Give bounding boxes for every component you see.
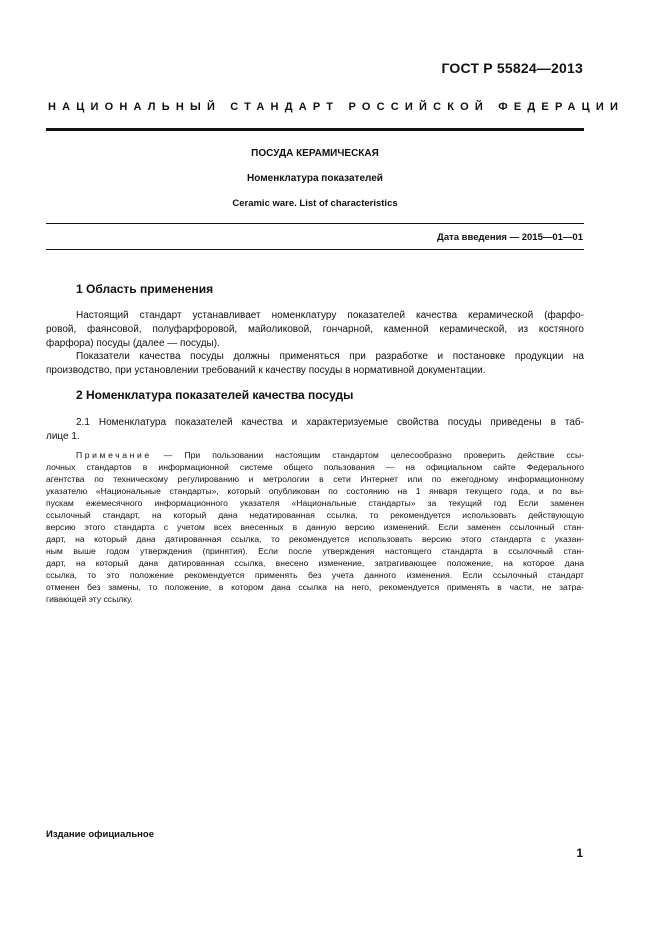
section-1-heading: 1 Область применения (76, 282, 214, 296)
note-line: версию этого стандарта с учетом всех внесенных в данную версию изменений. Если заменен ссылочный стан- (46, 522, 584, 532)
section-2-heading: 2 Номенклатура показателей качества посуды (76, 388, 354, 402)
standard-subtitle: Номенклатура показателей (247, 173, 383, 184)
note-first-text: — При пользовании настоящим стандартом целесообразно проверить действие ссы- (151, 450, 584, 460)
text-line: Показатели качества посуды должны применяться при разработке и постановке продукции на (76, 351, 584, 362)
text-line: 2.1 Номенклатура показателей качества и характеризуемые свойства посуды приведены в таб- (76, 417, 584, 428)
note-line: пускам ежемесячного информационного указателя «Национальные стандарты» за текущий год Если заменен (46, 498, 584, 508)
note-line: ссылка, то это положение рекомендуется применять без учета данного изменения. Если ссылочный стандарт (46, 570, 584, 580)
document-number: ГОСТ Р 55824—2013 (441, 60, 583, 76)
note-line: ным выше годом утверждения (принятия). Если после утверждения настоящего стандарта в ссылочный стан- (46, 546, 584, 556)
section-1-paragraph-1 (46, 309, 584, 351)
national-standard-banner: НАЦИОНАЛЬНЫЙ СТАНДАРТ РОССИЙСКОЙ ФЕДЕРАЦИИ (48, 101, 625, 113)
header-divider (46, 128, 584, 131)
standard-title: ПОСУДА КЕРАМИЧЕСКАЯ (251, 148, 379, 159)
title-divider-bottom (46, 249, 584, 250)
note-line: отменен без замены, то положение, в котором дана ссылка на него, рекомендуется применять в части, не затра- (46, 582, 584, 592)
introduction-date: Дата введения — 2015—01—01 (437, 232, 583, 243)
note-label: Примечание (76, 450, 152, 460)
official-edition-label: Издание официальное (46, 829, 154, 840)
page-number: 1 (576, 846, 583, 860)
section-2-paragraph-1 (46, 416, 584, 444)
text-line: лице 1. (46, 431, 80, 442)
note-line: дарт, на который дана датированная ссылка, то рекомендуется использовать версию этого стандарта с указан- (46, 534, 584, 544)
title-divider-top (46, 223, 584, 224)
text-line: ровой, фаянсовой, полуфарфоровой, майоликовой, гончарной, каменной керамической, из костяного (46, 324, 584, 335)
note-line: дарт, на который дана датированная ссылка, внесено изменение, затрагивающее положение, на которое дана (46, 558, 584, 568)
text-line: Настоящий стандарт устанавливает номенклатуру показателей качества керамической (фарфо- (76, 310, 584, 321)
section-1-paragraph-2 (46, 350, 584, 378)
reference-note (46, 449, 584, 605)
standard-english-title: Ceramic ware. List of characteristics (232, 198, 398, 209)
note-line: указателю «Национальные стандарты», который опубликован по состоянию на 1 января текущего года, и по вы- (46, 486, 584, 496)
note-line: гивающей эту ссылку. (46, 594, 133, 604)
text-line: фарфора) посуды (далее — посуды). (46, 338, 220, 349)
note-line: ссылочный стандарт, на который дана недатированная ссылка, то рекомендуется использовать действующую (46, 510, 584, 520)
text-line: производство, при установлении требований к качеству посуды в нормативной документации. (46, 365, 486, 376)
note-line: лочных стандартов в информационной системе общего пользования — на официальном сайте Федерального (46, 462, 584, 472)
note-line: агентства по техническому регулированию и метрологии в сети Интернет или по ежегодному информационному (46, 474, 584, 484)
note-first-line (46, 449, 584, 461)
